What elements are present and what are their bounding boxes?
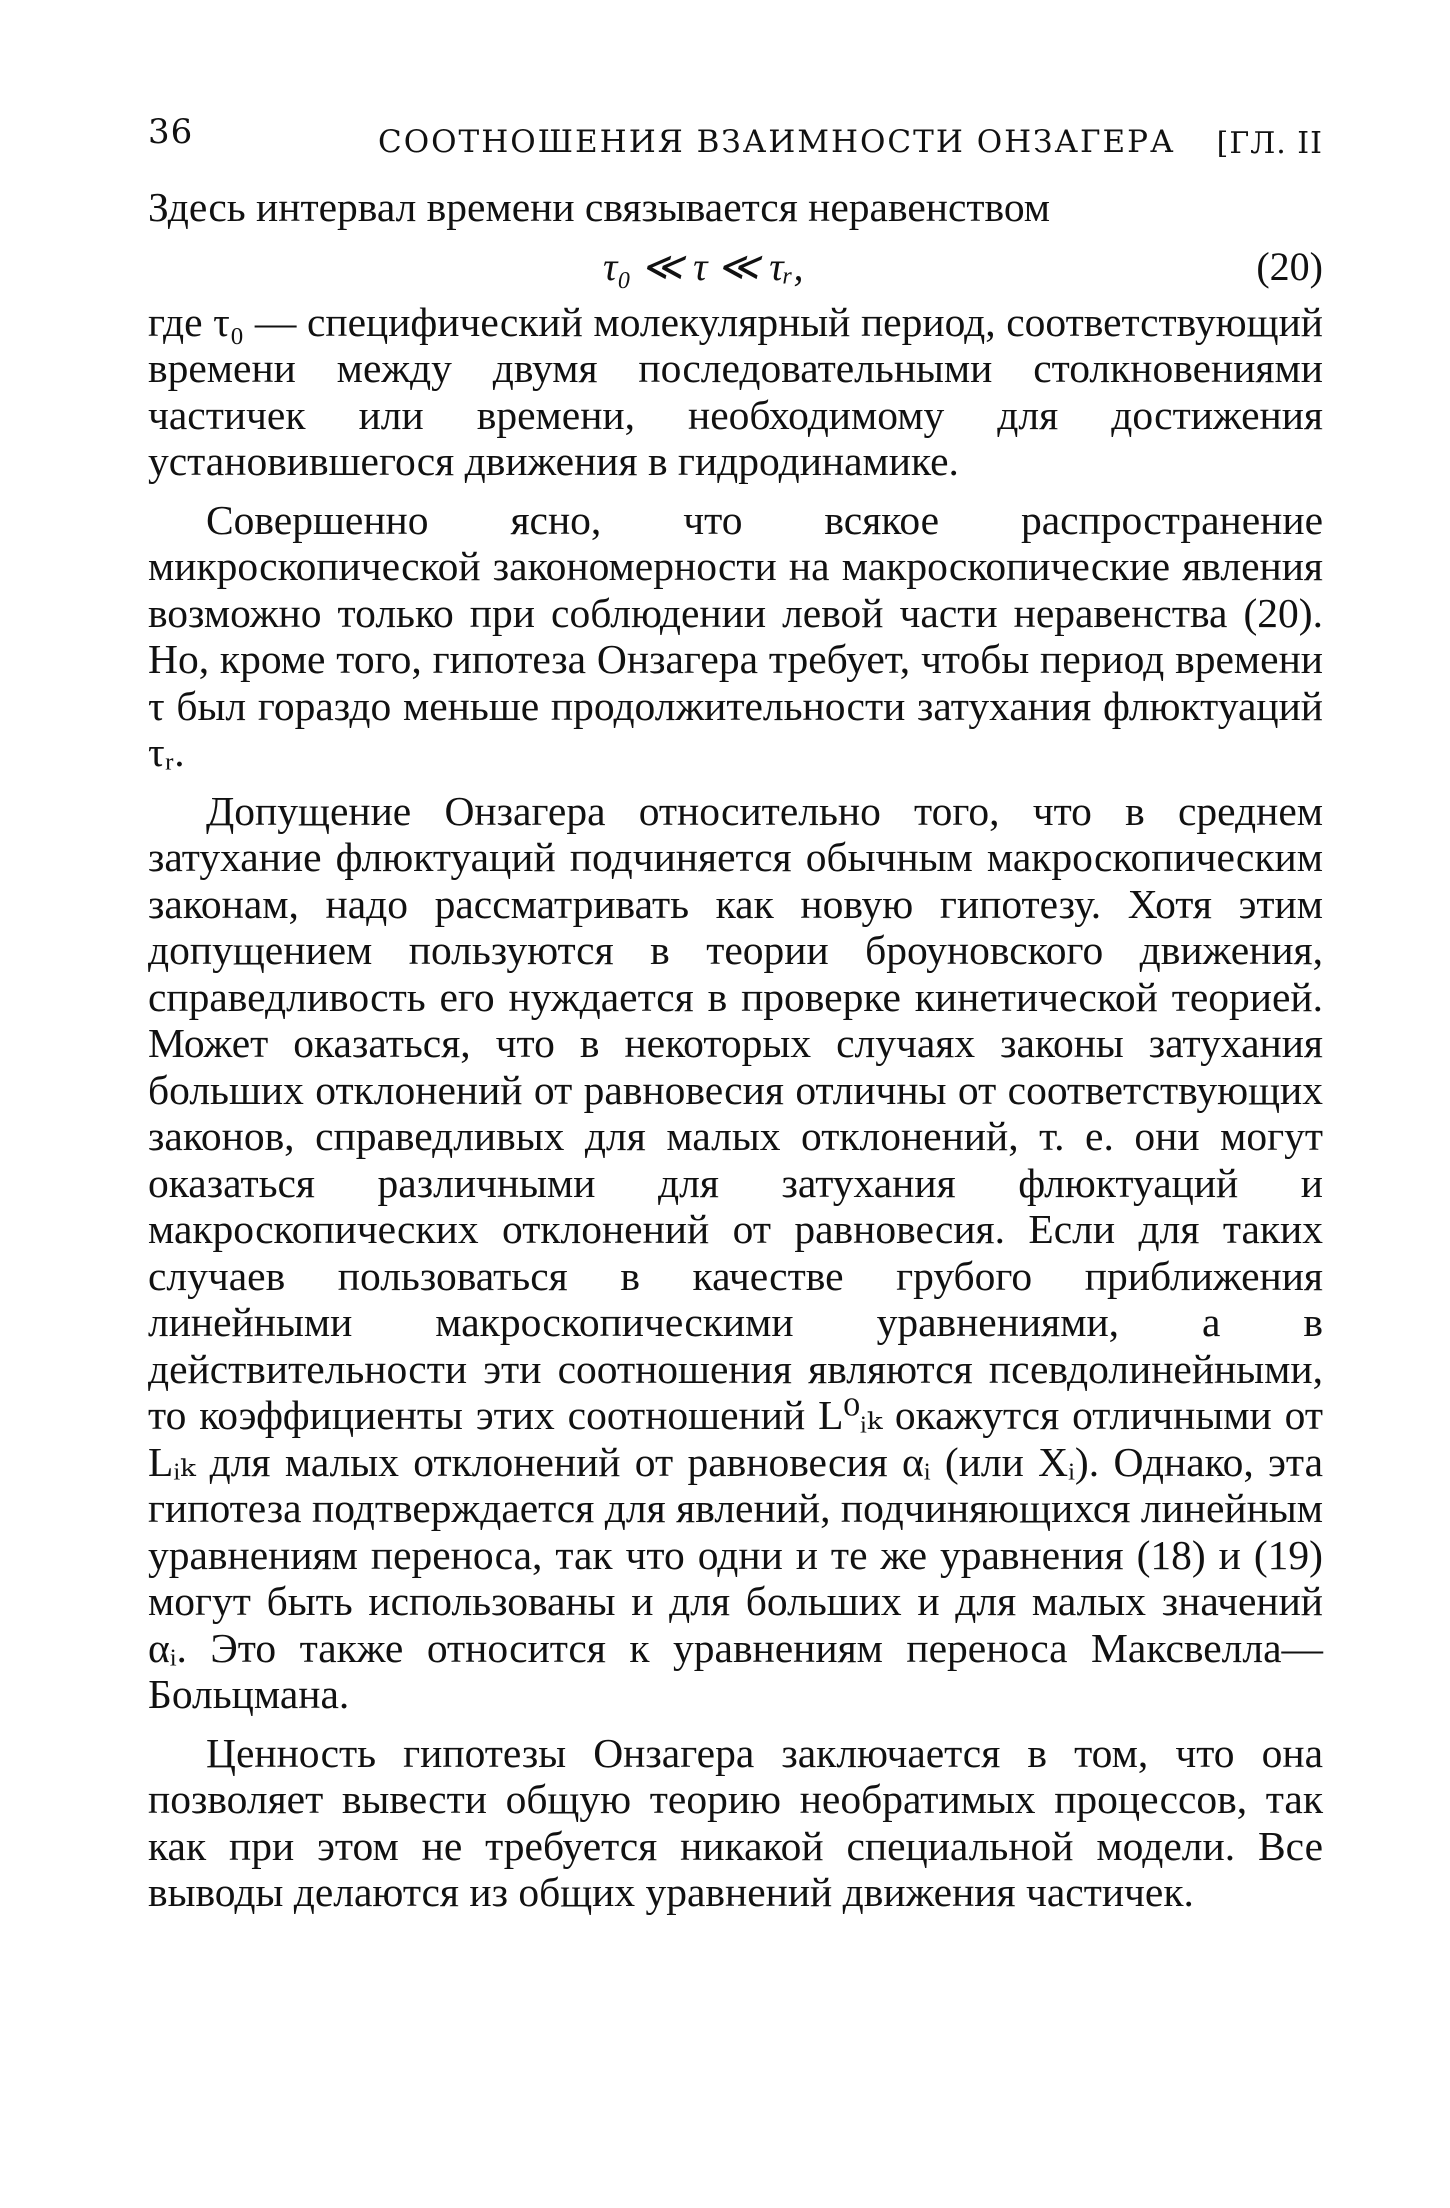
paragraph-onsager-assumption: Допущение Онзагера относительно того, что в среднем затухание флюктуаций подчиняется обычным макроскопическим законам, надо рассматривать как новую гипотезу. Хотя этим допущением пользуются в теории броуновского движения, справедливость его нуждается в проверке кинетической теорией. Может оказаться, что в некоторых случаях законы затухания больших отклонений от равновесия отличны от соответствующих законов, справедливых для малых отклонений, т. е. они могут оказаться различными для затухания флюктуаций и макроскопических отклонений от равновесия. Если для таких случаев пользоваться в качестве грубого приближения линейными макроскопическими уравнениями, а в действительности эти соотношения являются псевдолинейными, то коэффициенты этих соотношений L⁰ᵢₖ окажутся отличными от Lᵢₖ для малых отклонений от равновесия αᵢ (или Xᵢ). Однако, эта гипотеза подтверждается для явлений, подчиняющихся линейным уравнениям переноса, так что одни и те же уравнения (18) и (19) могут быть использованы и для больших и для малых значений αᵢ. Это также относится к уравнениям переноса Максвелла—Больцмана.: [148, 787, 1323, 1717]
book-page: [148, 92, 1323, 1916]
running-title: СООТНОШЕНИЯ ВЗАИМНОСТИ ОНЗАГЕРА: [378, 124, 1176, 160]
paragraph-hypothesis-value: Ценность гипотезы Онзагера заключается в том, что она позволяет вывести общую теорию необратимых процессов, так как при этом не требуется никакой специальной модели. Все выводы делаются из общих уравнений движения частичек.: [148, 1729, 1323, 1915]
intro-sentence: Здесь интервал времени связывается неравенством: [148, 184, 1051, 230]
chapter-label: [ГЛ. II: [1216, 126, 1323, 161]
paragraph-microscopic-law: Совершенно ясно, что всякое распространение микроскопической закономерности на макроскопические явления возможно только при соблюдении левой части неравенства (20). Но, кроме того, гипотеза Онзагера требует, чтобы период времени τ был гораздо меньше продолжительности затухания флюктуаций τᵣ.: [148, 496, 1323, 775]
equation-20: [148, 237, 1323, 295]
equation-formula: τ₀ ≪ τ ≪ τᵣ,: [603, 243, 804, 289]
paragraph-definition: где τ₀ — специфический молекулярный период, соответствующий времени между двумя последовательными столкновениями частичек или времени, необходимому для достижения установившегося движения в гидродинамике.: [148, 298, 1323, 484]
equation-number: (20): [1256, 243, 1323, 289]
page-number: 36: [148, 112, 194, 152]
page-header: [148, 92, 1323, 162]
